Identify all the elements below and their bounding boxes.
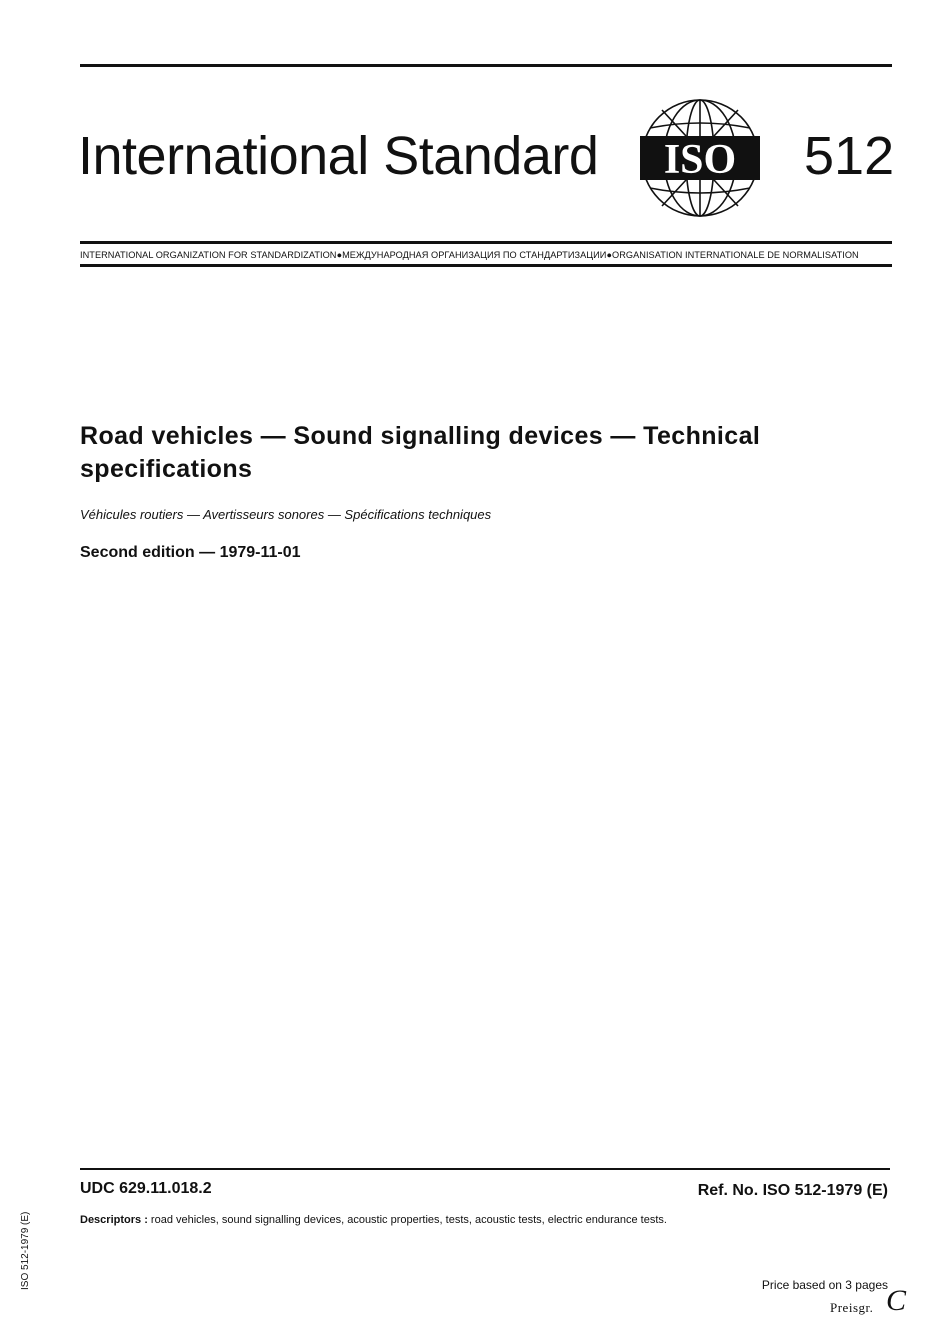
top-rule [80, 64, 892, 67]
edition-date: Second edition — 1979-11-01 [80, 544, 301, 561]
descriptors-text: road vehicles, sound signalling devices, acoustic properties, tests, acoustic tests, electric endurance tests. [150, 1214, 667, 1226]
price-group-label: Preisgr. [830, 1300, 874, 1315]
descriptors-label: Descriptors : [80, 1214, 148, 1226]
org-rule-bottom [80, 264, 892, 267]
udc-number: UDC 629.11.018.2 [80, 1180, 212, 1197]
side-reference: ISO 512-1979 (E) [20, 1211, 31, 1290]
header-title: International Standard [78, 126, 599, 186]
organization-names: INTERNATIONAL ORGANIZATION FOR STANDARDIZATION●МЕЖДУНАРОДНАЯ ОРГАНИЗАЦИЯ ПО СТАНДАРТИЗАЦИИ●ORGANISATION INTERNATIONALE DE NORMALISATION [80, 250, 859, 260]
price-note: Price based on 3 pages [761, 1278, 888, 1292]
price-group-value: C [886, 1284, 907, 1317]
org-rule-top [80, 241, 892, 244]
standard-number: 512 [804, 126, 895, 186]
document-title: Road vehicles — Sound signalling devices — Technical specifications [80, 422, 761, 483]
iso-logo [636, 96, 764, 220]
document-title-french: Véhicules routiers — Avertisseurs sonores — Spécifications techniques [80, 507, 492, 522]
footer-rule [80, 1168, 890, 1170]
descriptors [80, 1214, 667, 1226]
iso-logo-text: ISO [663, 137, 737, 183]
reference-number: Ref. No. ISO 512-1979 (E) [697, 1182, 888, 1199]
